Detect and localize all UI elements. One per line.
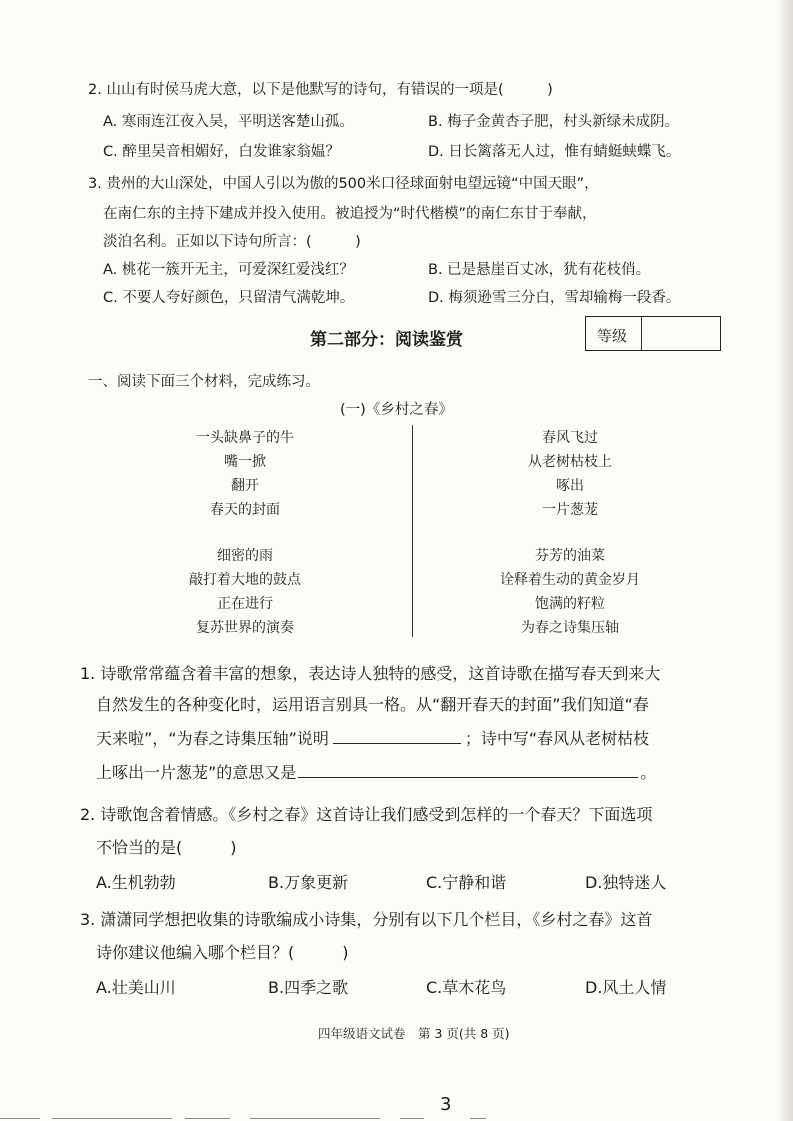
scan-artifact-line (185, 1118, 230, 1119)
question-1-line1: 1. 诗歌常常蕴含着丰富的想象，表达诗人独特的感受，这首诗歌在描写春天到来大 (80, 664, 661, 683)
q-top-2-option-a: A. 寒雨连江夜入吴，平明送客楚山孤。 (103, 114, 354, 130)
section-title: 第二部分：阅读鉴赏 (310, 330, 463, 350)
q-top-3-option-b: B. 已是悬崖百丈冰，犹有花枝俏。 (428, 262, 651, 278)
question-3-option-a: A.壮美山川 (96, 978, 176, 997)
question-3-option-d: D.风土人情 (585, 978, 667, 997)
scan-artifact-line (400, 1118, 424, 1119)
question-1-line3-text-b: ；诗中写“春风从老树枯枝 (464, 729, 650, 748)
poem-right-stanza2-line: 为春之诗集压轴 (521, 620, 619, 636)
answer-blank-2[interactable] (298, 776, 638, 778)
poem-left-stanza1-line: 嘴一掀 (224, 454, 266, 470)
question-1-line3 (96, 726, 649, 749)
q-top-3-option-c: C. 不要人夸好颜色，只留清气满乾坤。 (103, 290, 355, 306)
reading-intro: 一、阅读下面三个材料，完成练习。 (88, 374, 320, 390)
q-top-3-line2: 在南仁东的主持下建成并投入使用。被追授为“时代楷模”的南仁东甘于奉献， (103, 206, 597, 222)
question-2-option-d: D.独特迷人 (585, 873, 667, 892)
question-1-line4-text-a: 上啄出一片葱茏”的意思又是 (96, 763, 297, 782)
q-top-3-option-a: A. 桃花一簇开无主，可爱深红爱浅红？ (103, 262, 354, 278)
scan-artifact-line (0, 1118, 40, 1119)
poem-right-stanza2-line: 饱满的籽粒 (535, 596, 605, 612)
question-2-option-b: B.万象更新 (268, 873, 349, 892)
poem-left-stanza1-line: 一头缺鼻子的牛 (196, 430, 294, 446)
answer-blank-1[interactable] (333, 742, 461, 744)
scan-artifact-line (470, 1118, 486, 1119)
poem-right-stanza1-line: 啄出 (556, 478, 584, 494)
question-3-line1: 3. 潇潇同学想把收集的诗歌编成小诗集，分别有以下几个栏目，《乡村之春》这首 (80, 910, 653, 929)
question-2-option-a: A.生机勃勃 (96, 873, 176, 892)
footer-exam-info: 四年级语文试卷 第 3 页(共 8 页) (318, 1026, 510, 1041)
poem-left-stanza2-line: 正在进行 (217, 596, 273, 612)
q-top-3-line1: 3. 贵州的大山深处，中国人引以为傲的500米口径球面射电望远镜“中国天眼”， (88, 176, 599, 192)
page-number: 3 (440, 1094, 452, 1115)
question-2-line2: 不恰当的是( ) (96, 838, 237, 857)
question-3-line2: 诗你建议他编入哪个栏目？( ) (96, 943, 349, 962)
poem-left-stanza2-line: 复苏世界的演奏 (196, 620, 294, 636)
question-2-line1: 2. 诗歌饱含着情感。《乡村之春》这首诗让我们感受到怎样的一个春天？下面选项 (80, 805, 653, 824)
question-1-line2: 自然发生的各种变化时，运用语言别具一格。从“翻开春天的封面”我们知道“春 (96, 695, 649, 714)
poem-right-stanza2-line: 芬芳的油菜 (535, 548, 605, 564)
poem-center-divider (412, 425, 413, 637)
poem-right-stanza2-line: 诠释着生动的黄金岁月 (500, 572, 640, 588)
q-top-2-stem: 2. 山山有时侯马虎大意，以下是他默写的诗句，有错误的一项是( ) (88, 82, 553, 98)
poem-right-stanza1-line: 从老树枯枝上 (528, 454, 612, 470)
poem-right-stanza1-line: 春风飞过 (542, 430, 598, 446)
poem-left-stanza2-line: 细密的雨 (217, 548, 273, 564)
question-1-line4-text-b: 。 (640, 763, 657, 782)
q-top-3-option-d: D. 梅须逊雪三分白，雪却输梅一段香。 (428, 290, 681, 306)
poem-right-stanza1-line: 一片葱茏 (542, 502, 598, 518)
grade-label: 等级 (597, 327, 628, 345)
poem-left-stanza2-line: 敲打着大地的鼓点 (189, 572, 301, 588)
question-2-option-c: C.宁静和谐 (426, 873, 507, 892)
poem-left-stanza1-line: 春天的封面 (210, 502, 280, 518)
q-top-2-option-c: C. 醉里吴音相媚好，白发谁家翁媪？ (103, 144, 340, 160)
question-1-line3-text-a: 天来啦”，“为春之诗集压轴”说明 (96, 729, 329, 748)
q-top-2-option-b: B. 梅子金黄杏子肥，村头新绿未成阴。 (428, 114, 680, 130)
question-1-line4 (96, 760, 656, 783)
question-3-option-c: C.草木花鸟 (426, 978, 507, 997)
scan-artifact-line (250, 1118, 380, 1119)
q-top-2-option-d: D. 日长篱落无人过，惟有蜻蜓蛱蝶飞。 (428, 144, 681, 160)
page-edge-shadow (780, 0, 793, 1121)
q-top-3-line3: 淡泊名利。正如以下诗句所言：( ) (103, 234, 361, 250)
poem-left-stanza1-line: 翻开 (231, 478, 259, 494)
question-3-option-b: B.四季之歌 (268, 978, 349, 997)
scan-artifact-line (52, 1118, 172, 1119)
grade-box-divider (641, 317, 642, 350)
poem-title: (一)《乡村之春》 (340, 402, 453, 418)
